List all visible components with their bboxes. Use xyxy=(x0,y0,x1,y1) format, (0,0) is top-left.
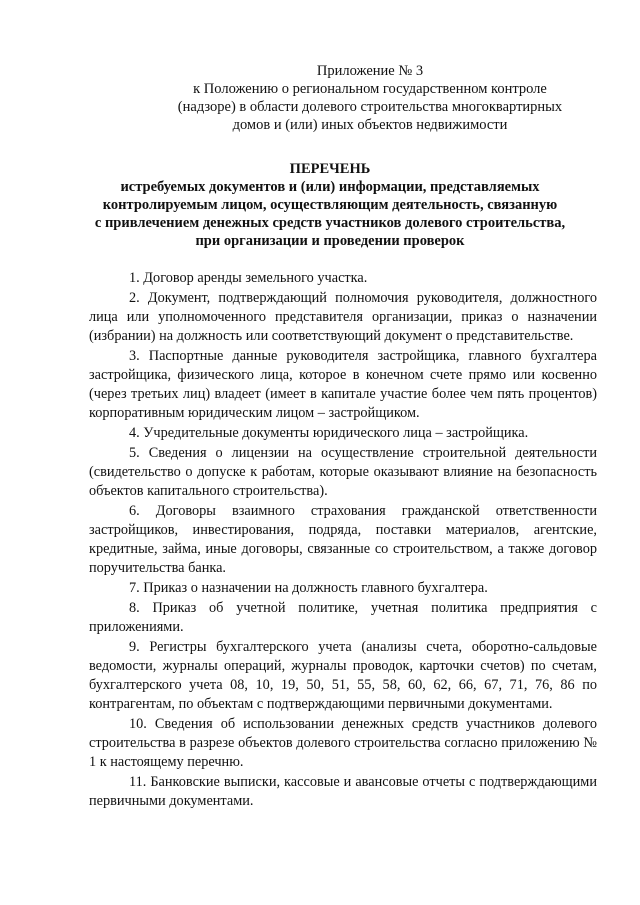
document-list xyxy=(89,269,597,812)
appendix-reference-line-1: к Положению о региональном государственном контроле xyxy=(193,81,547,97)
list-item: 11. Банковские выписки, кассовые и авансовые отчеты с подтверждающими первичными документами. xyxy=(89,774,597,809)
title-line-3: с привлечением денежных средств участников долевого строительства, xyxy=(94,215,566,231)
list-item: 4. Учредительные документы юридического лица – застройщика. xyxy=(129,425,529,441)
list-item: 10. Сведения об использовании денежных средств участников долевого строительства в разрезе объектов долевого строительства согласно приложению № 1 к настоящему перечню. xyxy=(89,716,597,770)
list-item: 1. Договор аренды земельного участка. xyxy=(129,270,368,286)
list-item: 9. Регистры бухгалтерского учета (анализы счета, оборотно-сальдовые ведомости, журналы операций, журналы проводок, карточки счетов) по счетам, бухгалтерского учета 08, 10, 19, 50, 51, 55, 58, 60, 62, 66, 67, 71, 76, 86 по контрагентам, по объектам с подтверждающими первичными документами. xyxy=(89,639,597,712)
list-item: 2. Документ, подтверждающий полномочия руководителя, должностного лица или уполномоченного представителя организации, приказ о назначении (избрании) на должность или соответствующий документ о представительстве. xyxy=(89,290,597,344)
appendix-reference-line-2: (надзоре) в области долевого строительства многоквартирных xyxy=(177,99,563,115)
appendix-reference-line-3: домов и (или) иных объектов недвижимости xyxy=(232,117,508,133)
list-item: 5. Сведения о лицензии на осуществление строительной деятельности (свидетельство о допуске к работам, которые оказывают влияние на безопасность объектов капитального строительства). xyxy=(89,445,597,499)
title-line-2: контролируемым лицом, осуществляющим деятельность, связанную xyxy=(102,197,558,213)
appendix-number: Приложение № 3 xyxy=(316,63,424,79)
title-heading: ПЕРЕЧЕНЬ xyxy=(289,161,371,177)
title-line-4: при организации и проведении проверок xyxy=(195,233,465,249)
appendix-header xyxy=(170,62,570,134)
document-title xyxy=(60,160,600,250)
list-item: 3. Паспортные данные руководителя застройщика, главного бухгалтера застройщика, физического лица, которое в конечном счете прямо или косвенно (через третьих лиц) владеет (имеет в капитале участие более чем пять процентов) корпоративным юридическим лицом – застройщиком. xyxy=(89,348,597,421)
list-item: 8. Приказ об учетной политике, учетная политика предприятия с приложениями. xyxy=(89,600,597,635)
list-item: 7. Приказ о назначении на должность главного бухгалтера. xyxy=(129,580,488,596)
title-line-1: истребуемых документов и (или) информации, представляемых xyxy=(120,179,540,195)
list-item: 6. Договоры взаимного страхования гражданской ответственности застройщиков, инвестирования, подряда, поставки материалов, агентские, кредитные, займа, иные договоры, связанные со строительством, а также договор поручительства банка. xyxy=(89,503,597,576)
